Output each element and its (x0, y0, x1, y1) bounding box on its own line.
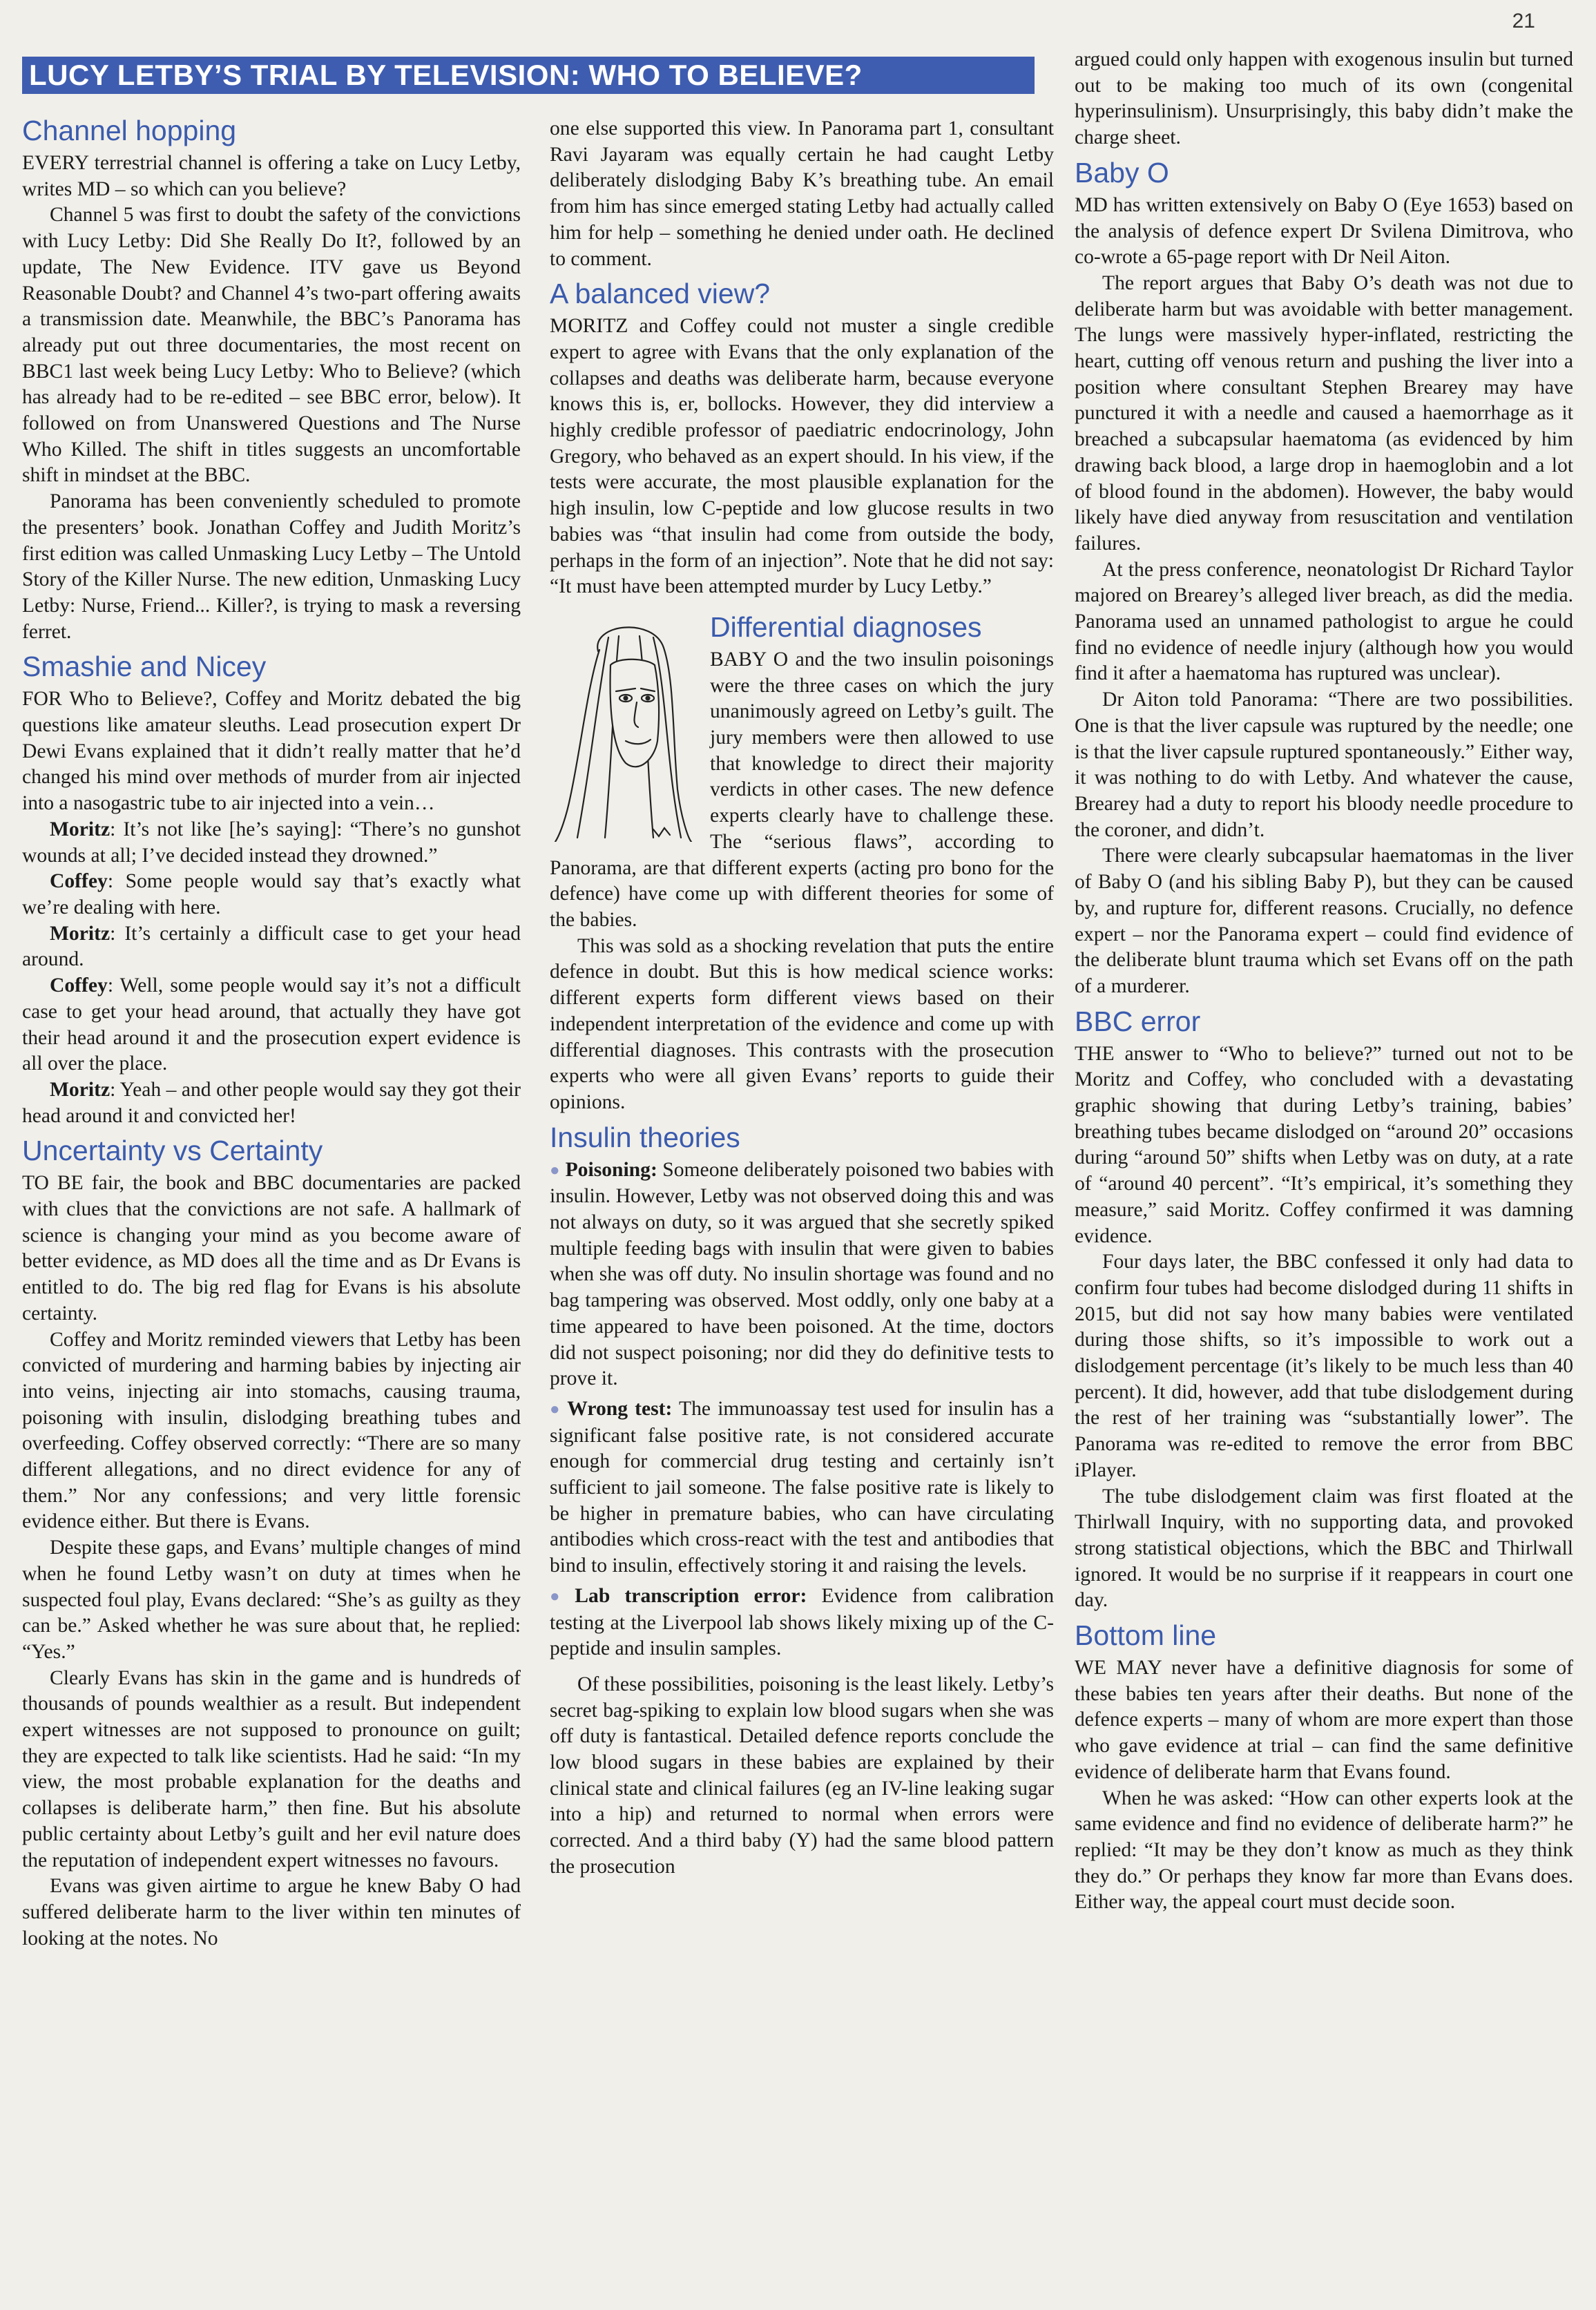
paragraph: Panorama has been conveniently scheduled to promote the presenters’ book. Jonathan Coffey and Judith Moritz’s first edition was called Unmasking Lucy Letby – The Untold Story of the Killer Nurse. The new edition, Unmasking Lucy Letby: Nurse, Friend... Killer?, is trying to mask a reversing ferret. (22, 490, 521, 643)
dialogue-line (22, 817, 521, 869)
dialogue-text: : Yeah – and other people would say they got their head around it and convicted her! (22, 1078, 521, 1127)
dialogue-text: : Some people would say that’s exactly what we’re dealing with here. (22, 870, 521, 918)
paragraph: Coffey and Moritz reminded viewers that Letby has been convicted of murdering and harming babies by injecting air into veins, injecting air into stomachs, causing trauma, poisoning with insulin, dislodging breathing tubes and overfeeding. Coffey observed correctly: “There are so many different allegations, and no direct evidence for any of them.” Nor any confessions; and very little forensic evidence either. But there is Evans. (22, 1328, 521, 1533)
paragraph: argued could only happen with exogenous insulin but turned out to be making too much of its own (congenital hyperinsulinism). Unsurprisingly, this baby didn’t make the charge sheet. (1075, 48, 1573, 149)
heading-baby-o: Baby O (1075, 156, 1169, 189)
speaker: Moritz (50, 922, 110, 945)
paragraph: When he was asked: “How can other experts look at the same evidence and find no evidence of deliberate harm?” he replied: “It may be they don’t know as much as they think they do.” Or perhaps they know far more than Evans does. Either way, the appeal court must decide soon. (1075, 1787, 1573, 1914)
paragraph: At the press conference, neonatologist Dr Richard Taylor majored on Brearey’s alleged liver breach, as did the media. Panorama used an unnamed pathologist to argue he could find no evidence of needle injury (although how you would find it after a haematoma has ruptured was unclear). (1075, 558, 1573, 685)
paragraph: MD has written extensively on Baby O (Eye 1653) based on the analysis of defence expert Dr Svilena Dimitrova, who co-wrote a 65-page report with Dr Neil Aiton. (1075, 193, 1573, 269)
paragraph: TO BE fair, the book and BBC documentaries are packed with clues that the convictions are not safe. A hallmark of science is changing your mind as you become aware of better evidence, as MD does all the time and as Dr Evans is entitled to do. The big red flag for Evans is his absolute certainty. (22, 1172, 521, 1325)
dialogue-line (22, 1077, 521, 1129)
paragraph: THE answer to “Who to believe?” turned out not to be Moritz and Coffey, who concluded with a devastating graphic showing that during Letby’s training, babies’ breathing tubes became dislodged on “around 20” occasions during “around 50” shifts when Letby was on duty, at a rate of “around 40 percent”. “It’s empirical, it’s something they measure,” said Moritz. Coffey confirmed it was damning evidence. (1075, 1042, 1573, 1247)
bullet-label: ● Poisoning: (550, 1159, 657, 1181)
heading-uncertainty: Uncertainty vs Certainty (22, 1135, 323, 1167)
paragraph: one else supported this view. In Panorama part 1, consultant Ravi Jayaram was equally certain he had caught Letby deliberately dislodging Baby K’s breathing tube. An email from him has since emerged stating Letby had actually called him for help – something he denied under oath. He declined to comment. (550, 117, 1054, 270)
heading-channel-hopping: Channel hopping (22, 115, 237, 146)
article-banner: LUCY LETBY’S TRIAL BY TELEVISION: WHO TO BELIEVE? (22, 57, 1035, 94)
column-2 (550, 21, 1054, 2286)
paragraph: The tube dislodgement claim was first floated at the Thirlwall Inquiry, with no supporting data, and provoked strong statistical objections, which the BBC and Thirlwall ignored. It would be no surprise if it reappears in court one day. (1075, 1485, 1573, 1612)
paragraph: Clearly Evans has skin in the game and is hundreds of thousands of pounds wealthier as a result. But independent expert witnesses are not supposed to pronounce on guilt; they are expected to talk like scientists. Had he said: “In my view, the most probable explanation for the deaths and collapses is deliberate harm,” then fine. But his absolute public certainty about Letby’s guilt and her evil nature does the reputation of independent expert witnesses no favours. (22, 1666, 521, 1871)
dialogue-line (22, 869, 521, 921)
paragraph: BABY O and the two insulin poisonings were the three cases on which the jury unanimously agreed on Letby’s guilt. The jury members were then allowed to use that knowledge to direct their majority verdicts in other cases. The new defence experts clearly have to challenge these. The “serious flaws”, according to Panorama, are that different experts (acting pro bono for the defence) have come up with different theories for some of the babies. (550, 648, 1054, 931)
cartoon-portrait-illustration (550, 610, 703, 842)
dialogue-text: : It’s certainly a difficult case to get your head around. (22, 922, 521, 971)
paragraph: FOR Who to Believe?, Coffey and Moritz debated the big questions like amateur sleuths. Lead prosecution expert Dr Dewi Evans explained that it didn’t really matter that he’d changed his mind over methods of murder from air injected into a nasogastric tube to air injected into a vein… (22, 688, 521, 815)
paragraph: Four days later, the BBC confessed it only had data to confirm four tubes had become dislodged during 11 shifts in 2015, but did not say how many babies were ventilated during those shifts, so it’s impossible to work out a dislodgement percentage (it’s likely to be much less than 40 percent). It did, however, add that tube dislodgement during the rest of her training was “substantially lower”. The Panorama was re-edited to remove the error from BBC iPlayer. (1075, 1251, 1573, 1481)
speaker: Coffey (50, 870, 108, 893)
paragraph: This was sold as a shocking revelation that puts the entire defence in doubt. But this is how medical science works: different experts form different views based on their independent interpretation of the evidence and come up with differential diagnoses. This contrasts with the prosecution experts who were all given Evans’ reports to guide their opinions. (550, 934, 1054, 1113)
heading-smashie-and-nicey: Smashie and Nicey (22, 651, 267, 683)
dialogue-line (22, 921, 521, 973)
heading-differential-diagnoses: Differential diagnoses (710, 610, 982, 643)
page-number: 21 (1512, 10, 1535, 32)
dialogue-line (22, 973, 521, 1077)
heading-insulin-theories: Insulin theories (550, 1121, 740, 1153)
paragraph: MORITZ and Coffey could not muster a single credible expert to agree with Evans that the only explanation of the collapses and deaths was deliberate harm, because everyone knows this is, er, bollocks. However, they did interview a highly credible professor of paediatric endocrinology, John Gregory, who behaved as an expert should. In his view, if the tests were accurate, the most plausible explanation for the high insulin, low C-peptide and low glucose results in two babies was “that insulin had come from outside the body, perhaps in the form of an injection”. Note that he did not say: “It must have been attempted murder by Lucy Letby.” (550, 315, 1054, 598)
bullet-item (550, 1157, 1054, 1392)
bullet-text: Someone deliberately poisoned two babies with insulin. However, Letby was not observed doing this and was not always on duty, so it was argued that she secretly spiked multiple feeding bags with insulin that were given to babies when she was off duty. No insulin shortage was found and no bag tampering was observed. Most oddly, only one baby at a time appeared to have been poisoned. At the time, doctors did not suspect poisoning; nor did they do definitive tests to prove it. (550, 1158, 1054, 1390)
speaker: Moritz (50, 1078, 110, 1101)
heading-bottom-line: Bottom line (1075, 1619, 1217, 1652)
paragraph: Of these possibilities, poisoning is the least likely. Letby’s secret bag-spiking to explain low blood sugars when she was off duty is fantastical. Detailed defence reports conclude the low blood sugars in these babies are explained by their clinical state and clinical failures (eg an IV-line leaking sugar into a hip) and returned to normal when errors were corrected. And a third baby (Y) had the same blood pattern the prosecution (550, 1673, 1054, 1878)
column-3 (1075, 21, 1573, 2286)
heading-bbc-error: BBC error (1075, 1005, 1201, 1037)
paragraph: Evans was given airtime to argue he knew Baby O had suffered deliberate harm to the liver within ten minutes of looking at the notes. No (22, 1875, 521, 1950)
heading-balanced-view: A balanced view? (550, 278, 771, 310)
dialogue-text: : Well, some people would say it’s not a difficult case to get your head around, that actually they have got their head around it and the prosecution expert evidence is all over the place. (22, 974, 521, 1075)
paragraph: The report argues that Baby O’s death was not due to deliberate harm but was avoidable with better management. The lungs were massively hyper-inflated, restricting the heart, cutting off venous return and pushing the liver into a position where consultant Stephen Brearey may have punctured it with a needle and caused a haemorrhage as it breached a subcapsular haematoma (as evidenced by him drawing back blood, a large drop in haemoglobin and a lot of blood found in the abdomen). However, the baby would likely have died anyway from resuscitation and ventilation failures. (1075, 271, 1573, 555)
bullet-text: The immunoassay test used for insulin has a significant false positive rate, is not considered accurate enough for commercial drug testing and certainly isn’t sufficient to jail someone. The false positive rate is likely to be higher in premature babies, who can have circulating antibodies which cross-react with the test and antibodies that bind to insulin, effectively storing it and raising the levels. (550, 1397, 1054, 1577)
column-1 (22, 109, 521, 2284)
speaker: Coffey (50, 974, 108, 997)
dialogue-text: : It’s not like [he’s saying]: “There’s no gunshot wounds at all; I’ve decided instead they drowned.” (22, 818, 521, 867)
bullet-item (550, 1584, 1054, 1662)
bullet-text: Evidence from calibration testing at the Liverpool lab shows likely mixing up of the C-peptide and insulin samples. (550, 1584, 1054, 1660)
paragraph: WE MAY never have a definitive diagnosis for some of these babies ten years after their deaths. But none of the defence experts – many of whom are more expert than those who gave evidence at trial – can find the same definitive evidence of deliberate harm that Evans found. (1075, 1657, 1573, 1783)
bullet-label: ● Wrong test: (550, 1398, 672, 1420)
paragraph: There were clearly subcapsular haematomas in the liver of Baby O (and his sibling Baby P), but they can be caused by, and rupture for, different reasons. Crucially, no defence expert – nor the Panorama expert – could find evidence of the deliberate blunt trauma which set Evans off on the path of a murderer. (1075, 845, 1573, 997)
paragraph: EVERY terrestrial channel is offering a take on Lucy Letby, writes MD – so which can you believe? (22, 152, 521, 200)
paragraph: Despite these gaps, and Evans’ multiple changes of mind when he found Letby wasn’t on duty at times when he suspected foul play, Evans declared: “She’s as guilty as they can be.” Asked whether he was sure about that, he replied: “Yes.” (22, 1537, 521, 1663)
paragraph: Channel 5 was first to doubt the safety of the convictions with Lucy Letby: Did She Really Do It?, followed by an update, The New Evidence. ITV gave us Beyond Reasonable Doubt? and Channel 4’s two-part offering awaits a transmission date. Meanwhile, the BBC’s Panorama has already put out three documentaries, the most recent on BBC1 last week being Lucy Letby: Who to Believe? (which has already had to be re-edited – see BBC error, below). It followed on from Unanswered Questions and The Nurse Who Killed. The shift in titles suggests an uncomfortable shift in mindset at the BBC. (22, 204, 521, 487)
speaker: Moritz (50, 818, 110, 840)
bullet-item (550, 1396, 1054, 1579)
differential-section (550, 610, 1054, 1116)
paragraph: Dr Aiton told Panorama: “There are two possibilities. One is that the liver capsule was ruptured by the needle; one is that the liver capsule ruptured spontaneously.” Either way, it was nothing to do with Letby. And whatever the cause, Brearey had a duty to report his bloody needle procedure to the coroner, and didn’t. (1075, 689, 1573, 841)
bullet-label: ● Lab transcription error: (550, 1585, 807, 1607)
